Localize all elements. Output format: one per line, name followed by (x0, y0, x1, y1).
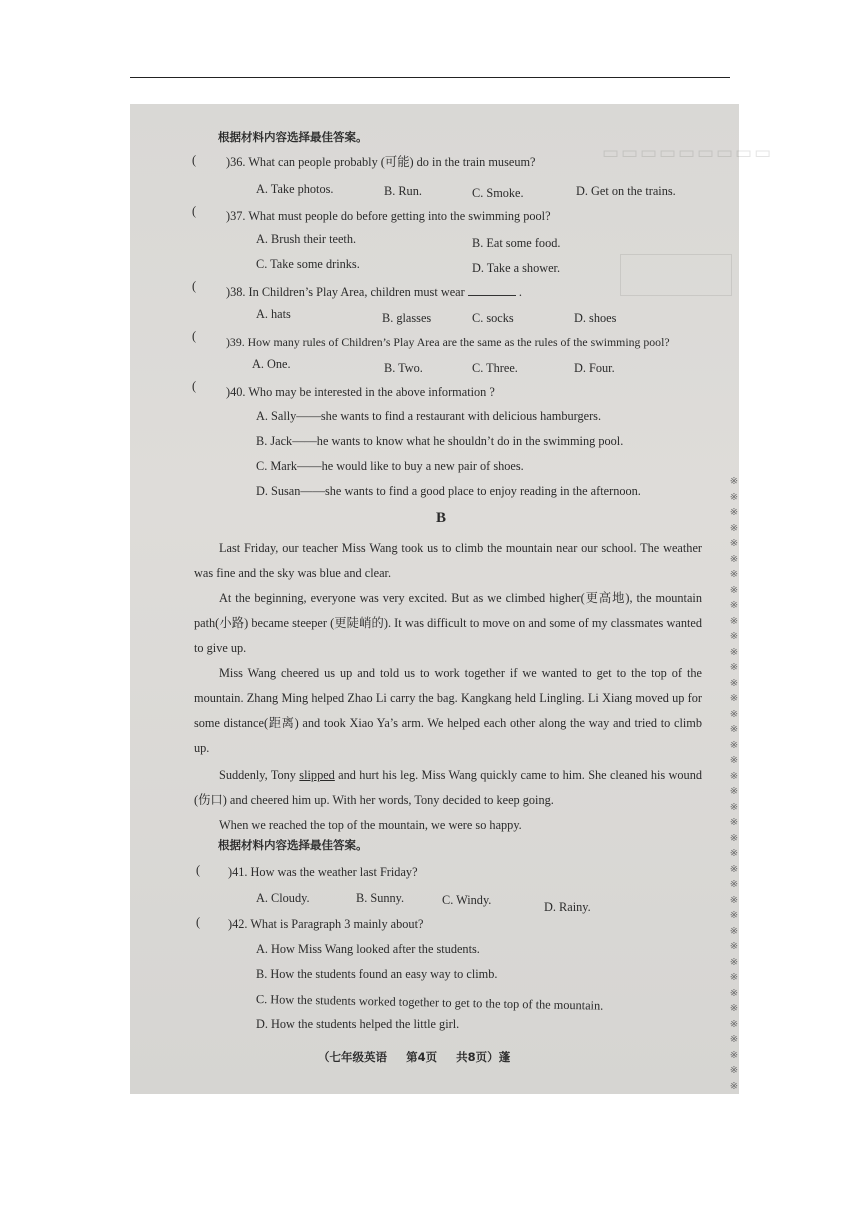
question-38-option-b: B. glasses (382, 311, 432, 325)
passage-paragraph-3: Miss Wang cheered us up and told us to work together if we wanted to get to the top of the mountain. Zhang Ming helped Zhao Li carry the bag. Kangkang held Lingling. Li Xiang moved up for some distance(距离) and took Xiao Ya’s arm. We helped each other along the way and tried to climb up. (194, 666, 702, 755)
bleed-through-box (620, 254, 732, 296)
question-38-bracket: ( (192, 279, 197, 293)
question-39-option-a: A. One. (252, 357, 291, 371)
question-42-bracket: ( (196, 915, 201, 929)
question-37-stem: )37. What must people do before getting into the swimming pool? (226, 209, 551, 223)
answer-blank (468, 284, 516, 296)
question-37-option-b: B. Eat some food. (472, 236, 561, 250)
passage-paragraph-4-start: Suddenly, Tony (219, 768, 296, 782)
footer-page: 第4页 (406, 1050, 438, 1064)
question-40-stem: )40. Who may be interested in the above information ? (226, 385, 495, 399)
question-36-option-c: C. Smoke. (472, 186, 524, 200)
question-36-stem: )36. What can people probably (可能) do in the train museum? (226, 155, 536, 169)
underlined-word: slipped (299, 768, 335, 782)
question-40-option-a: A. Sally——she wants to find a restaurant with delicious hamburgers. (256, 409, 602, 423)
question-38-stem-end: . (518, 285, 522, 299)
question-39-option-d: D. Four. (574, 361, 615, 375)
question-37-option-c: C. Take some drinks. (256, 257, 360, 271)
question-36-bracket: ( (192, 153, 197, 167)
question-41-option-a: A. Cloudy. (256, 891, 310, 905)
question-39-bracket: ( (192, 329, 197, 343)
question-41-option-c: C. Windy. (442, 893, 492, 907)
passage-paragraph-4-rest: and hurt his leg. Miss Wang quickly came to him. She cleaned his wound (伤口) and cheered him up. With her words, Tony decided to keep going. (194, 768, 703, 807)
question-41-option-b: B. Sunny. (356, 891, 405, 905)
question-38-option-a: A. hats (256, 307, 291, 321)
question-39-option-c: C. Three. (472, 361, 518, 375)
question-36-option-d: D. Get on the trains. (576, 184, 676, 198)
question-40-option-b: B. Jack——he wants to know what he shouldn’t do in the swimming pool. (256, 434, 624, 448)
question-39-stem: )39. How many rules of Children’s Play Area are the same as the rules of the swimming pool? (226, 335, 670, 349)
question-37-option-a: A. Brush their teeth. (256, 232, 357, 246)
instruction-b: 根据材料内容选择最佳答案。 (218, 838, 368, 852)
top-rule (130, 77, 730, 78)
question-38-option-d: D. shoes (574, 311, 617, 325)
question-36-option-a: A. Take photos. (256, 182, 334, 196)
question-37-option-d: D. Take a shower. (472, 261, 561, 275)
question-42-option-d: D. How the students helped the little girl. (256, 1017, 460, 1031)
question-38-option-c: C. socks (472, 311, 514, 325)
question-40-bracket: ( (192, 379, 197, 393)
passage-paragraph-4 (194, 763, 702, 813)
question-38-stem (226, 284, 522, 300)
binding-edge-marks: ※ ※ ※ ※ ※ ※ ※ ※ ※ ※ ※ ※ ※ ※ ※ ※ ※ ※ ※ ※ ※ ※ ※ ※ ※ ※ ※ ※ ※ ※ ※ ※ ※ ※ ※ ※ ※ ※ ※ ※ (729, 476, 739, 1092)
question-42-option-b: B. How the students found an easy way to climb. (256, 967, 498, 981)
question-41-stem: )41. How was the weather last Friday? (228, 865, 418, 879)
footer-mark: 蓬 (498, 1050, 511, 1064)
question-40-option-d: D. Susan——she wants to find a good place to enjoy reading in the afternoon. (256, 484, 641, 498)
question-36-option-b: B. Run. (384, 184, 422, 198)
passage-paragraph-5: When we reached the top of the mountain, we were so happy. (219, 818, 522, 832)
scanned-exam-page (130, 104, 772, 1094)
question-38-stem-text: )38. In Children’s Play Area, children must wear (226, 285, 465, 299)
question-42-option-c: C. How the students worked together to get to the top of the mountain. (255, 992, 604, 1013)
footer-subject: （七年级英语 (318, 1050, 387, 1064)
question-41-bracket: ( (196, 863, 201, 877)
question-41-option-d: D. Rainy. (544, 900, 591, 914)
question-42-stem: )42. What is Paragraph 3 mainly about? (228, 917, 424, 931)
page-footer (318, 1049, 526, 1065)
section-b-title: B (436, 510, 447, 526)
bleed-through-header: ▭▭▭▭▭▭▭▭▭ (600, 144, 772, 165)
passage-paragraph-1: Last Friday, our teacher Miss Wang took us to climb the mountain near our school. The weather was fine and the sky was blue and clear. (194, 541, 702, 580)
instruction-a: 根据材料内容选择最佳答案。 (218, 130, 368, 144)
question-40-option-c: C. Mark——he would like to buy a new pair of shoes. (256, 459, 524, 473)
passage-paragraph-2: At the beginning, everyone was very excited. But as we climbed higher(更高地), the mountain path(小路) became steeper (更陡峭的). It was difficult to move on and some of my classmates wanted to give up. (194, 591, 702, 655)
question-39-option-b: B. Two. (384, 361, 423, 375)
footer-total: 共8页） (456, 1050, 499, 1064)
question-42-option-a: A. How Miss Wang looked after the students. (256, 942, 480, 956)
question-37-bracket: ( (192, 204, 197, 218)
